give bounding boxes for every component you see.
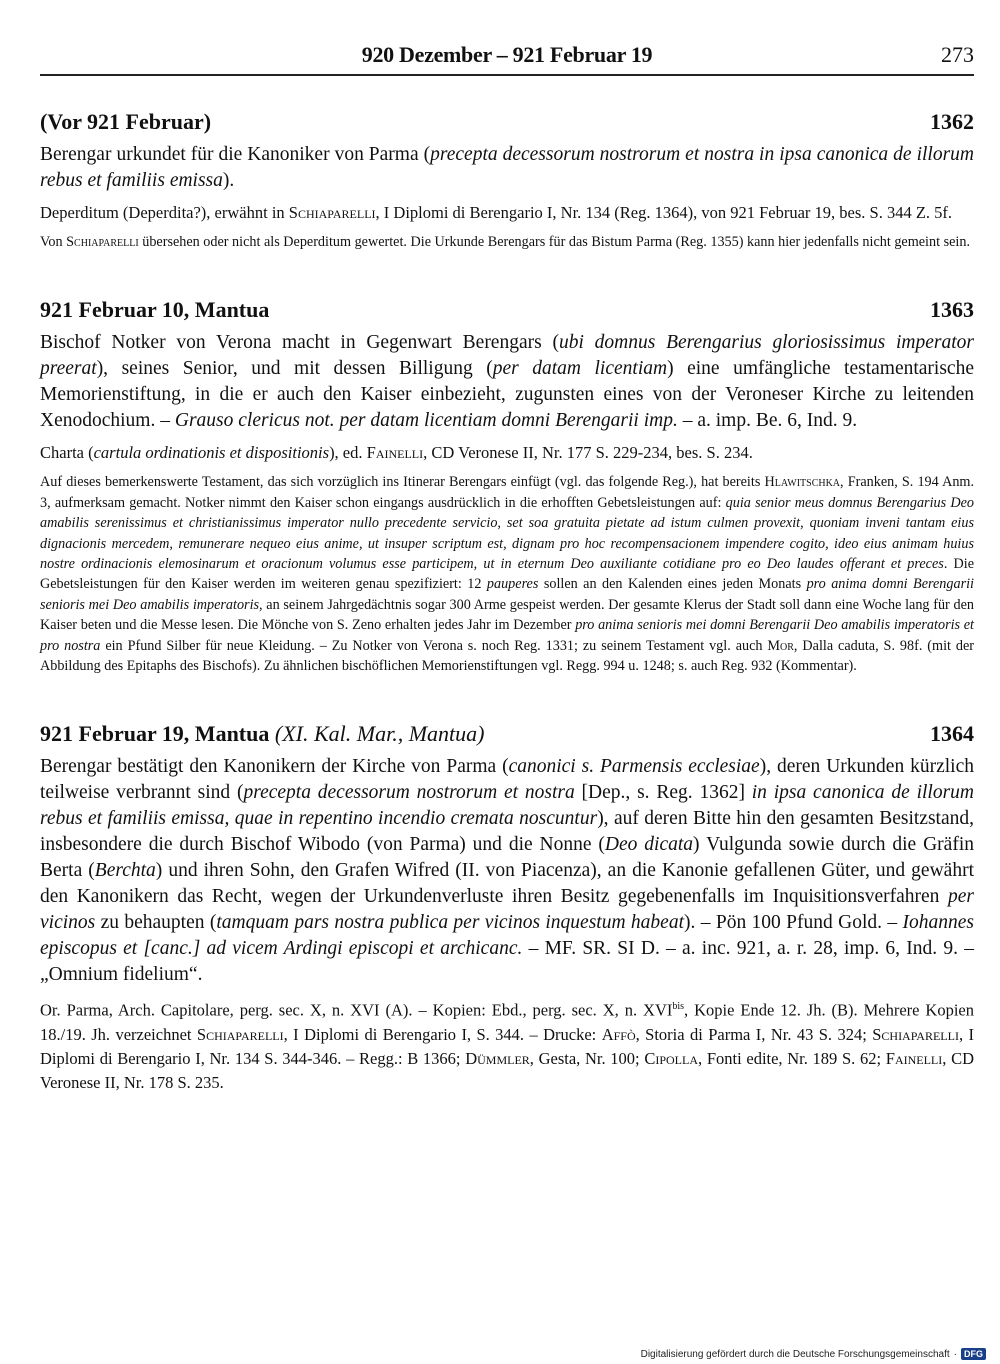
- regest-text: zu behaupten (: [95, 912, 217, 934]
- running-head: [40, 38, 974, 76]
- entry-header: [40, 296, 974, 324]
- commentary-latin-quote: pauperes: [486, 576, 539, 593]
- commentary-text: , Dalla caduta, S. 98f. (mit der Abbildung des Epitaphs des Bischofs). Zu ähnlichen bischöflichen Memorienstiftungen vgl. Regg. 994 u. 1248; s. auch Reg. 932 (Kommentar).: [40, 637, 974, 675]
- entry-sources: [40, 995, 974, 1095]
- sources-text: , I Diplomi di Berengario I, Nr. 134 (Reg. 1364), von 921 Februar 19, bes. S. 344 Z. 5f.: [375, 203, 953, 222]
- entry-1364: [40, 720, 974, 1095]
- entry-commentary: [40, 472, 974, 676]
- entry-header: [40, 720, 974, 748]
- author-name: Schiaparelli: [288, 203, 376, 222]
- regest-latin-quote: ubi domnus Berengarius gloriosissimus imperator preerat: [40, 332, 975, 380]
- running-title: 920 Dezember – 921 Februar 19: [361, 42, 653, 67]
- entry-date: (Vor 921 Februar): [40, 109, 212, 134]
- commentary-text: übersehen oder nicht als Deperditum gewertet. Die Urkunde Berengars für das Bistum Parma (Reg. 1355) kann hier jedenfalls nicht gemeint sein.: [138, 234, 970, 250]
- sources-text: Charta (: [40, 443, 94, 463]
- regest-latin-quote: per vicinos: [40, 886, 974, 934]
- superscript: bis: [672, 1001, 685, 1013]
- regest-text: ).: [222, 170, 235, 191]
- commentary-text: sollen an den Kalenden eines jeden Monats: [538, 576, 807, 593]
- entry-commentary: [40, 232, 974, 252]
- entry-date-latin: (XI. Kal. Mar., Mantua): [274, 721, 485, 747]
- entry-regest: [40, 142, 974, 194]
- dfg-logo-icon: DFG: [961, 1348, 986, 1360]
- page: [40, 38, 974, 1095]
- author-name: Hlawitschka: [764, 474, 841, 491]
- regest-text: Berengar urkundet für die Kanoniker von Parma (: [40, 144, 431, 165]
- entry-date: 921 Februar 10, Mantua: [40, 297, 270, 323]
- sources-text: Deperditum (Deperdita?), erwähnt in: [40, 203, 289, 222]
- regest-text: ) eine umfängliche testamentarische Memorienstiftung, in die er auch den Kaiser einbezieht, zugunsten eines von der Veroneser Kirche zu leitenden Xenodochium. –: [40, 358, 974, 432]
- sources-text: ), ed.: [329, 443, 367, 463]
- regest-latin-quote: Iohannes episcopus et [canc.] ad vicem Ardingi episcopi et archicanc.: [40, 912, 974, 960]
- regest-text: ), seines Senior, und mit dessen Billigung (: [96, 358, 493, 380]
- sources-text: , Storia di Parma I, Nr. 43 S. 324;: [635, 1024, 873, 1044]
- regest-text: ) Vulgunda sowie durch die Gräfin Berta (: [40, 834, 974, 882]
- footer-credit: [641, 1348, 986, 1360]
- regest-text: ), auf deren Bitte hin den gesamten Besitzstand, insbesondere die durch Bischof Wibodo (von Parma) und die Nonne (: [40, 808, 974, 856]
- commentary-text: , an seinem Jahrgedächtnis sogar 300 Arme gespeist werden. Der gesamte Klerus der Stadt soll dann eine Woche lang für den Kaiser beten und die Messe lesen. Die Mönche von S. Zeno erhalten jedes Jahr im Dezember: [40, 596, 974, 634]
- entry-sources: [40, 201, 974, 225]
- commentary-text: , Franken, S. 194 Anm. 3, aufmerksam gemacht. Notker nimmt den Kaiser schon eingangs ausdrücklich in die erhofften Gebetsleistungen auf:: [40, 474, 974, 511]
- regest-latin-quote: in ipsa canonica de illorum rebus et familiis emissa, quae in repentino incendio cremata noscuntur: [40, 782, 974, 830]
- author-name: Fainelli: [366, 443, 424, 463]
- entry-number: 1362: [930, 109, 974, 134]
- author-name: Affò: [601, 1024, 636, 1044]
- sources-text: , Gesta, Nr. 100;: [529, 1048, 645, 1068]
- regest-text: – a. imp. Be. 6, Ind. 9.: [677, 410, 858, 432]
- regest-latin-quote: precepta decessorum nostrorum et nostra: [243, 782, 575, 804]
- author-name: Schiaparelli: [196, 1024, 284, 1044]
- regest-text: ) und ihren Sohn, den Grafen Wifred (II. von Piacenza), an die Kanonie gefallenen Güter, und gewährt den Kanonikern das Recht, wegen der Urkundenverluste ihren Besitz gegebenenfalls im Inquisitionsverfahren: [40, 860, 974, 908]
- commentary-text: Von: [40, 234, 67, 250]
- author-name: Mor: [767, 637, 794, 654]
- sources-text: , CD Veronese II, Nr. 178 S. 235.: [40, 1048, 975, 1092]
- sources-text: , CD Veronese II, Nr. 177 S. 229-234, bes. S. 234.: [423, 443, 753, 463]
- commentary-latin-quote: pro anima domni Berengarii senioris mei Deo amabilis imperatoris: [40, 576, 974, 613]
- regest-latin-quote: Deo dicata: [604, 834, 694, 856]
- sources-text: , Fonti edite, Nr. 189 S. 62;: [698, 1048, 886, 1068]
- regest-latin-quote: precepta decessorum nostrorum et nostra in ipsa canonica de illorum rebus et familiis emissa: [40, 144, 974, 191]
- sources-text: , I Diplomi di Berengario I, Nr. 134 S. 344-346. – Regg.: B 1366;: [40, 1024, 974, 1068]
- sources-text: , I Diplomi di Berengario I, S. 344. – Drucke:: [283, 1024, 602, 1044]
- author-name: Schiaparelli: [66, 234, 139, 250]
- regest-text: ). – Pön 100 Pfund Gold. –: [684, 912, 903, 934]
- regest-latin-quote: Berchta: [94, 860, 156, 882]
- regest-text: ), deren Urkunden kürzlich teilweise verbrannt sind (: [40, 756, 975, 804]
- commentary-text: ein Pfund Silber für neue Kleidung. – Zu Notker von Verona s. noch Reg. 1331; zu seinem Testament vgl. auch: [100, 637, 768, 654]
- entry-1362: [40, 108, 974, 252]
- regest-latin-quote: per datam licentiam: [492, 358, 668, 380]
- footer-separator: ·: [953, 1348, 957, 1360]
- author-name: Dümmler: [465, 1048, 530, 1068]
- author-name: Schiaparelli: [872, 1024, 959, 1044]
- regest-text: [Dep., s. Reg. 1362]: [574, 782, 752, 804]
- entry-header: [40, 108, 974, 136]
- author-name: Cipolla: [644, 1048, 699, 1068]
- regest-latin-quote: canonici s. Parmensis ecclesiae: [508, 756, 760, 778]
- commentary-text: Auf dieses bemerkenswerte Testament, das sich vorzüglich ins Itinerar Berengars einfügt (vgl. das folgende Reg.), hat bereits: [40, 474, 765, 491]
- entry-date: 921 Februar 19, Mantua: [40, 721, 270, 747]
- regest-text: Bischof Notker von Verona macht in Gegenwart Berengars (: [40, 332, 559, 354]
- regest-text: – MF. SR. SI D. – a. inc. 921, a. r. 28, imp. 6, Ind. 9. – „Omnium fidelium“.: [40, 938, 974, 986]
- entry-sources: [40, 441, 974, 465]
- regest-latin-quote: Grauso clericus not. per datam licentiam domni Berengarii imp.: [174, 410, 678, 432]
- regest-text: Berengar bestätigt den Kanonikern der Kirche von Parma (: [40, 756, 509, 778]
- commentary-latin-quote: quia senior meus domnus Berengarius Deo amabilis serenissimus et christianissimus imperator nullo precedente servicio, set soa gratuita pietate ad istum culmen provexit, quoniam inveni tantam eius dignacionis mercedem, remunerare nequeo eius anime, ut insuper scriptum est, dignam pro hoc recompensacionem impendere cogito, ideo eius animam huius nostre ordinacionis elemosinarum et oracionum volumus esse participem, ut in eternum Deo auxiliante cotidiane pro eo Deo laudes offerant et preces: [40, 494, 974, 573]
- entry-1363: [40, 296, 974, 676]
- entry-number: 1363: [930, 297, 974, 323]
- footer-text: Digitalisierung gefördert durch die Deutsche Forschungsgemeinschaft: [640, 1348, 950, 1360]
- sources-text: , Kopie Ende 12. Jh. (B). Mehrere Kopien 18./19. Jh. verzeichnet: [40, 1000, 974, 1044]
- entry-number: 1364: [930, 721, 974, 747]
- page-number: 273: [941, 42, 974, 67]
- author-name: Fainelli: [885, 1048, 943, 1068]
- regest-latin-quote: tamquam pars nostra publica per vicinos inquestum habeat: [216, 912, 684, 934]
- entry-date-group: [40, 720, 484, 748]
- sources-latin-title: cartula ordinationis et dispositionis: [93, 443, 330, 463]
- entry-regest: [40, 754, 974, 988]
- commentary-text: . Die Gebetsleistungen für den Kaiser werden im weiteren genau spezifiziert: 12: [40, 556, 974, 593]
- commentary-latin-quote: pro anima senioris mei domni Berengarii Deo amabilis imperatoris et pro nostra: [40, 617, 974, 654]
- entry-regest: [40, 330, 974, 434]
- sources-text: Or. Parma, Arch. Capitolare, perg. sec. X, n. XVI (A). – Kopien: Ebd., perg. sec. X, n. XVI: [40, 1000, 673, 1020]
